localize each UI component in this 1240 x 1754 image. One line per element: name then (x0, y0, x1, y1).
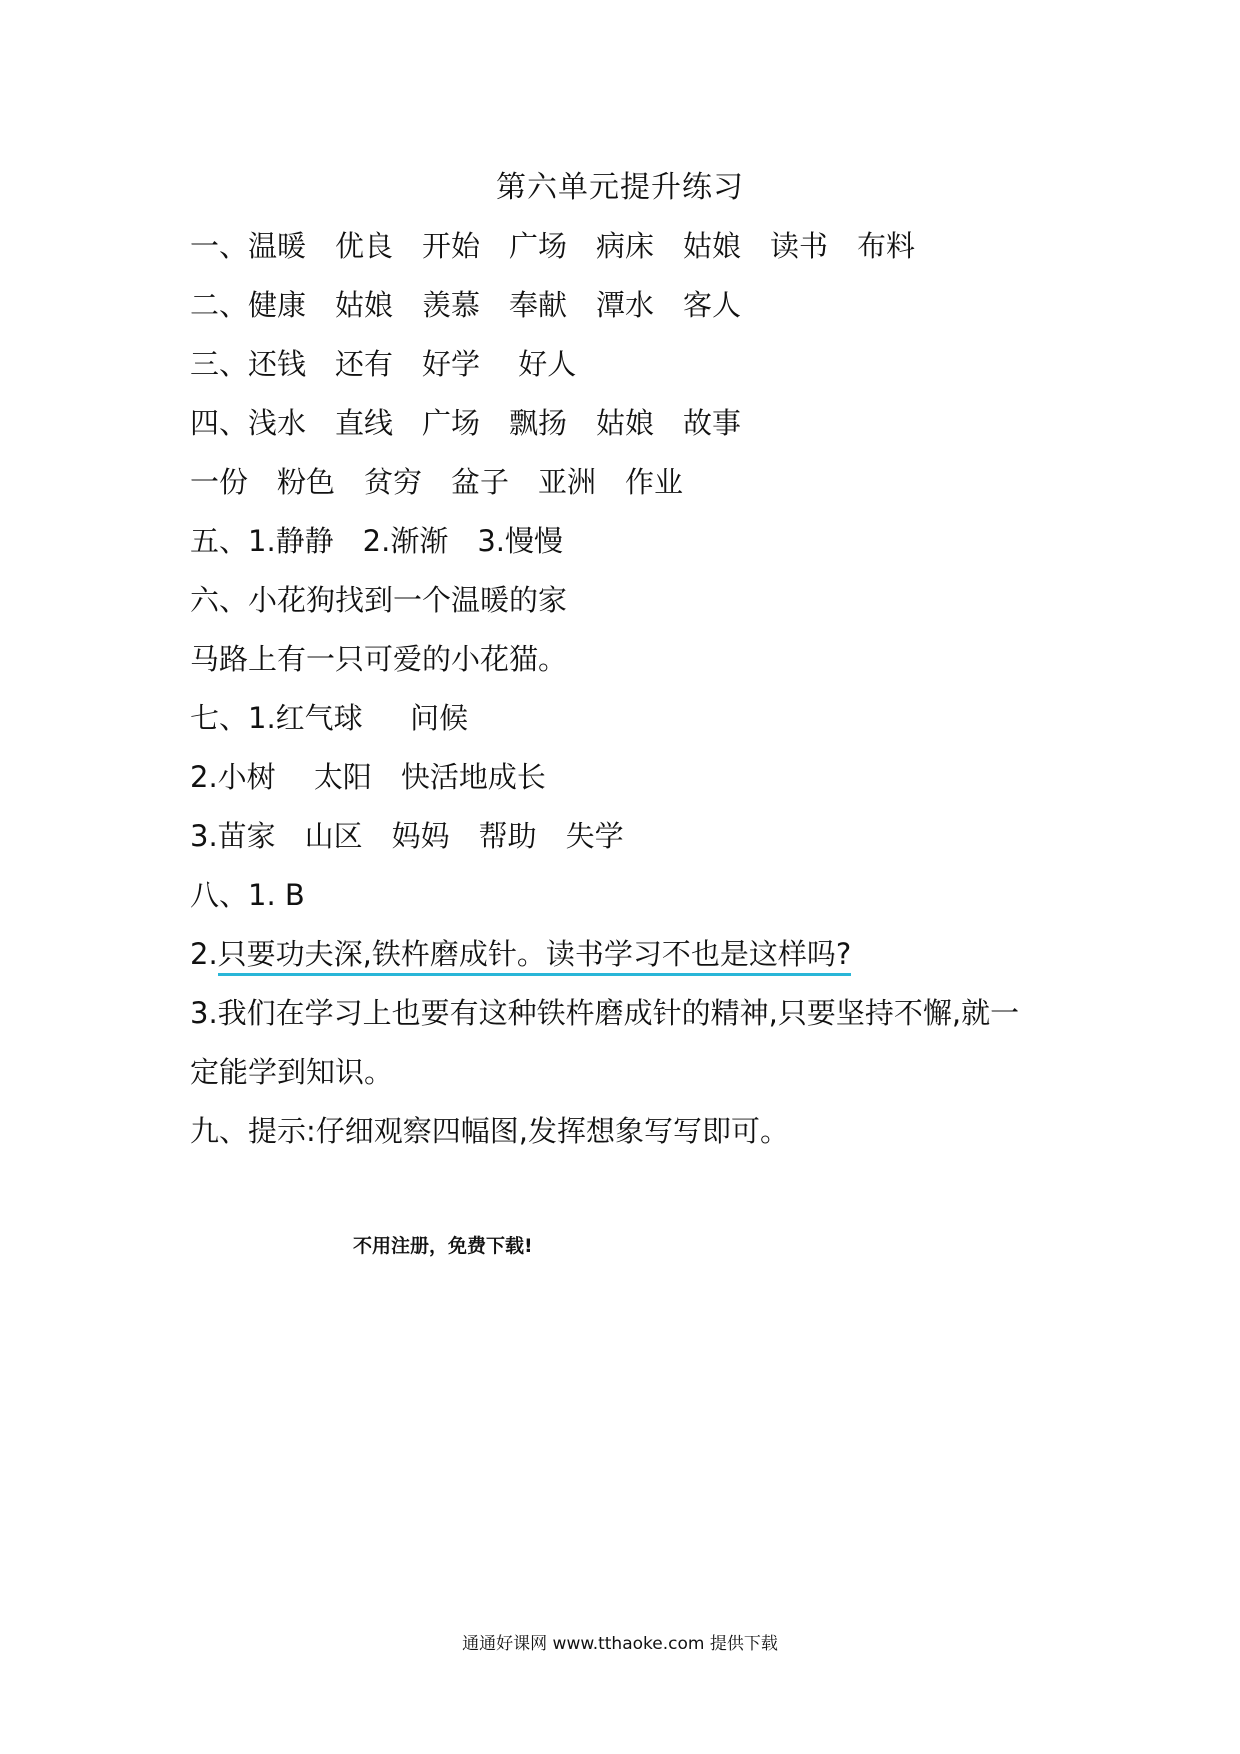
answer-line-7-1: 七、1.红气球 问候 (190, 701, 469, 735)
answer-line-7-2: 2.小树 太阳 快活地成长 (190, 760, 546, 794)
answer-list (190, 226, 1070, 1170)
answer-8-2-number: 2. (190, 937, 218, 971)
answer-line-8-3-cont: 定能学到知识。 (190, 1055, 394, 1089)
page-title: 第六单元提升练习 (496, 170, 744, 205)
download-note: 不用注册，免费下载! (353, 1235, 533, 1257)
answer-line-8-3: 3.我们在学习上也要有这种铁杵磨成针的精神,只要坚持不懈,就一 (190, 996, 1020, 1030)
answer-line-1: 一、温暖 优良 开始 广场 病床 姑娘 读书 布料 (190, 229, 916, 263)
answer-line-4b: 一份 粉色 贫穷 盆子 亚洲 作业 (190, 465, 684, 499)
answer-line-8-2 (190, 934, 1070, 974)
answer-line-3: 三、还钱 还有 好学 好人 (190, 347, 577, 381)
answer-line-2: 二、健康 姑娘 羡慕 奉献 潭水 客人 (190, 288, 742, 322)
answer-line-8-1: 八、1. B (190, 878, 305, 912)
underlined-quote: 只要功夫深,铁杵磨成针。读书学习不也是这样吗? (218, 937, 852, 976)
answer-line-9: 九、提示:仔细观察四幅图,发挥想象写写即可。 (190, 1114, 789, 1148)
answer-line-6b: 马路上有一只可爱的小花猫。 (190, 642, 568, 676)
page-footer: 通通好课网 www.tthaoke.com 提供下载 (462, 1634, 778, 1654)
answer-line-6: 六、小花狗找到一个温暖的家 (190, 583, 568, 617)
answer-line-4: 四、浅水 直线 广场 飘扬 姑娘 故事 (190, 406, 742, 440)
answer-line-5: 五、1.静静 2.渐渐 3.慢慢 (190, 524, 564, 558)
answer-line-7-3: 3.苗家 山区 妈妈 帮助 失学 (190, 819, 624, 853)
